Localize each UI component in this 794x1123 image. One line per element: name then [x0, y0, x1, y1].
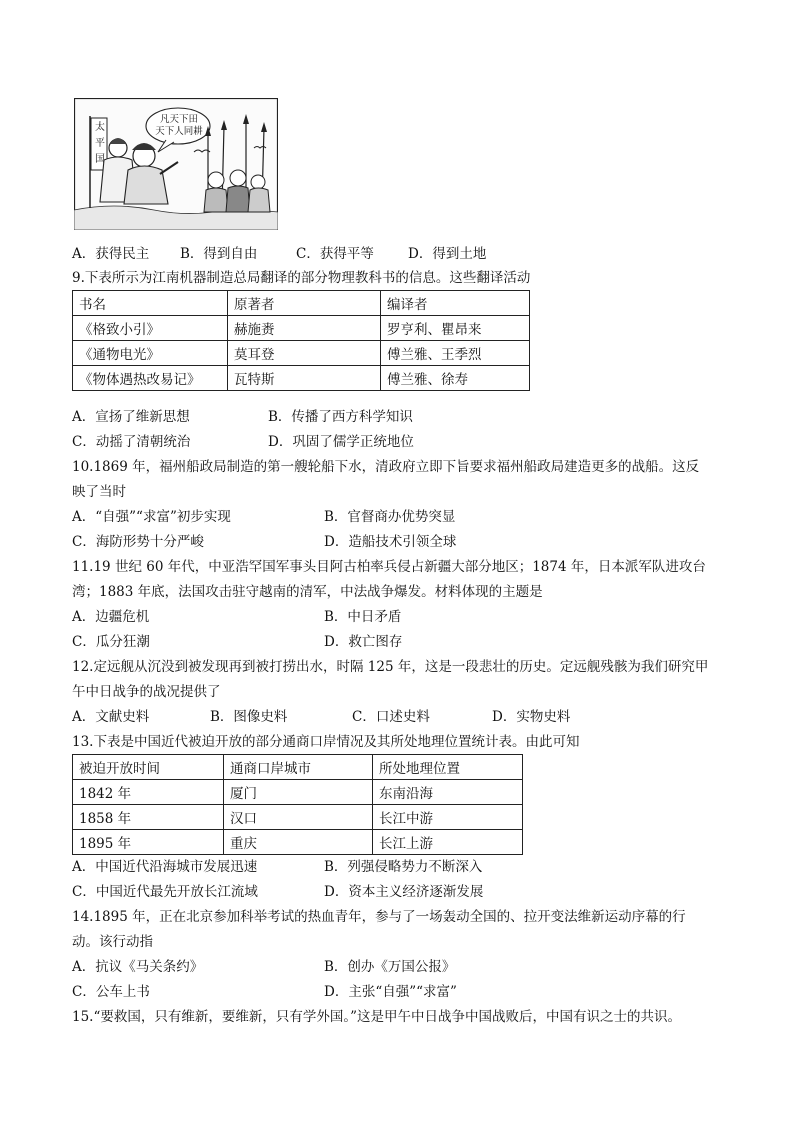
- q9-option-b[interactable]: B．传播了西方科学知识: [268, 409, 413, 425]
- table-cell: 傅兰雅、徐寿: [381, 366, 530, 391]
- q11-stem-line2: 湾；1883 年底，法国攻击驻守越南的清军，中法战争爆发。材料体现的主题是: [72, 584, 543, 600]
- table-row: [73, 830, 523, 855]
- table-header-row: [73, 755, 523, 780]
- taiping-cartoon: [74, 98, 278, 230]
- q9-option-a[interactable]: A．宣扬了维新思想: [72, 409, 190, 425]
- q14-option-a[interactable]: A．抗议《马关条约》: [72, 959, 204, 975]
- banner-char: 太: [95, 122, 105, 133]
- q14-option-b[interactable]: B．创办《万国公报》: [324, 959, 456, 975]
- q11-option-d[interactable]: D．救亡图存: [324, 634, 403, 650]
- q13-option-d[interactable]: D．资本主义经济逐渐发展: [324, 884, 484, 900]
- banner-char: 国: [95, 154, 105, 165]
- table-cell: 重庆: [224, 830, 373, 855]
- table-cell: 1858 年: [73, 805, 224, 830]
- q12-option-b[interactable]: B．图像史料: [210, 709, 288, 725]
- table-header-cell: 编译者: [381, 291, 530, 316]
- q14-option-d[interactable]: D．主张“自强”“求富”: [324, 984, 457, 1000]
- q12-option-d[interactable]: D．实物史料: [492, 709, 571, 725]
- table-cell: 长江上游: [373, 830, 523, 855]
- q14-stem-line2: 动。该行动指: [72, 934, 153, 950]
- q13-stem: 13.下表是中国近代被迫开放的部分通商口岸情况及其所处地理位置统计表。由此可知: [72, 734, 580, 750]
- banner-char: 平: [95, 138, 105, 149]
- q9-stem: 9.下表所示为江南机器制造总局翻译的部分物理教科书的信息。这些翻译活动: [72, 270, 531, 286]
- table-header-row: [73, 291, 530, 316]
- q10-option-a[interactable]: A．“自强”“求富”初步实现: [72, 509, 231, 525]
- q9-option-c[interactable]: C．动摇了清朝统治: [72, 434, 191, 450]
- table-header-cell: 书名: [73, 291, 228, 316]
- q13-option-b[interactable]: B．列强侵略势力不断深入: [324, 859, 483, 875]
- table-cell: 汉口: [224, 805, 373, 830]
- q13-option-a[interactable]: A．中国近代沿海城市发展迅速: [72, 859, 258, 875]
- q15-stem: 15.“要救国，只有维新，要维新，只有学外国。”这是甲午中日战争中国战败后，中国有识之士的共识。: [72, 1009, 682, 1025]
- table-cell: 1842 年: [73, 780, 224, 805]
- table-row: [73, 366, 530, 391]
- table-cell: 《物体遇热改易记》: [73, 366, 228, 391]
- q10-option-d[interactable]: D．造船技术引领全球: [324, 534, 457, 550]
- q14-option-c[interactable]: C．公车上书: [72, 984, 150, 1000]
- table-row: [73, 316, 530, 341]
- table-cell: 《格致小引》: [73, 316, 228, 341]
- q12-option-a[interactable]: A．文献史料: [72, 709, 150, 725]
- q8-option-d[interactable]: D．得到土地: [408, 246, 487, 262]
- q8-option-c[interactable]: C．获得平等: [296, 246, 374, 262]
- table-row: [73, 780, 523, 805]
- q14-stem-line1: 14.1895 年，正在北京参加科举考试的热血青年，参与了一场轰动全国的、拉开变法维新运动序幕的行: [72, 909, 686, 925]
- table-cell: 1895 年: [73, 830, 224, 855]
- q10-option-b[interactable]: B．官督商办优势突显: [324, 509, 456, 525]
- q12-stem-line1: 12.定远舰从沉没到被发现再到被打捞出水，时隔 125 年，这是一段悲壮的历史。定远舰残骸为我们研究甲: [72, 659, 709, 675]
- q9-table: [72, 290, 530, 391]
- table-cell: 莫耳登: [228, 341, 381, 366]
- table-cell: 东南沿海: [373, 780, 523, 805]
- q11-option-b[interactable]: B．中日矛盾: [324, 609, 402, 625]
- q9-option-d[interactable]: D．巩固了儒学正统地位: [268, 434, 414, 450]
- q11-stem-line1: 11.19 世纪 60 年代，中亚浩罕国军事头目阿古柏率兵侵占新疆大部分地区；1874 年，日本派军队进攻台: [72, 559, 706, 575]
- table-cell: 赫施赉: [228, 316, 381, 341]
- table-cell: 厦门: [224, 780, 373, 805]
- q12-stem-line2: 午中日战争的战况提供了: [72, 684, 221, 700]
- q10-stem-line1: 10.1869 年，福州船政局制造的第一艘轮船下水，清政府立即下旨要求福州船政局建造更多的战船。这反: [72, 459, 700, 475]
- q13-table: [72, 754, 523, 855]
- q10-option-c[interactable]: C．海防形势十分严峻: [72, 534, 204, 550]
- table-cell: 《通物电光》: [73, 341, 228, 366]
- speech-line: 凡天下田: [159, 114, 198, 125]
- table-cell: 傅兰雅、王季烈: [381, 341, 530, 366]
- table-cell: 瓦特斯: [228, 366, 381, 391]
- q8-option-a[interactable]: A．获得民主: [72, 246, 150, 262]
- q10-stem-line2: 映了当时: [72, 484, 126, 500]
- speech-line: 天下人同耕: [155, 126, 203, 137]
- q11-option-a[interactable]: A．边疆危机: [72, 609, 150, 625]
- speech-bubble-text: [150, 114, 208, 138]
- q8-option-b[interactable]: B．得到自由: [180, 246, 258, 262]
- table-row: [73, 805, 523, 830]
- q11-option-c[interactable]: C．瓜分狂潮: [72, 634, 150, 650]
- table-header-cell: 被迫开放时间: [73, 755, 224, 780]
- table-header-cell: 原著者: [228, 291, 381, 316]
- table-row: [73, 341, 530, 366]
- table-cell: 长江中游: [373, 805, 523, 830]
- table-cell: 罗亨利、瞿昂来: [381, 316, 530, 341]
- table-header-cell: 通商口岸城市: [224, 755, 373, 780]
- table-header-cell: 所处地理位置: [373, 755, 523, 780]
- banner-text: [93, 120, 107, 168]
- q12-option-c[interactable]: C．口述史料: [352, 709, 430, 725]
- q13-option-c[interactable]: C．中国近代最先开放长江流域: [72, 884, 258, 900]
